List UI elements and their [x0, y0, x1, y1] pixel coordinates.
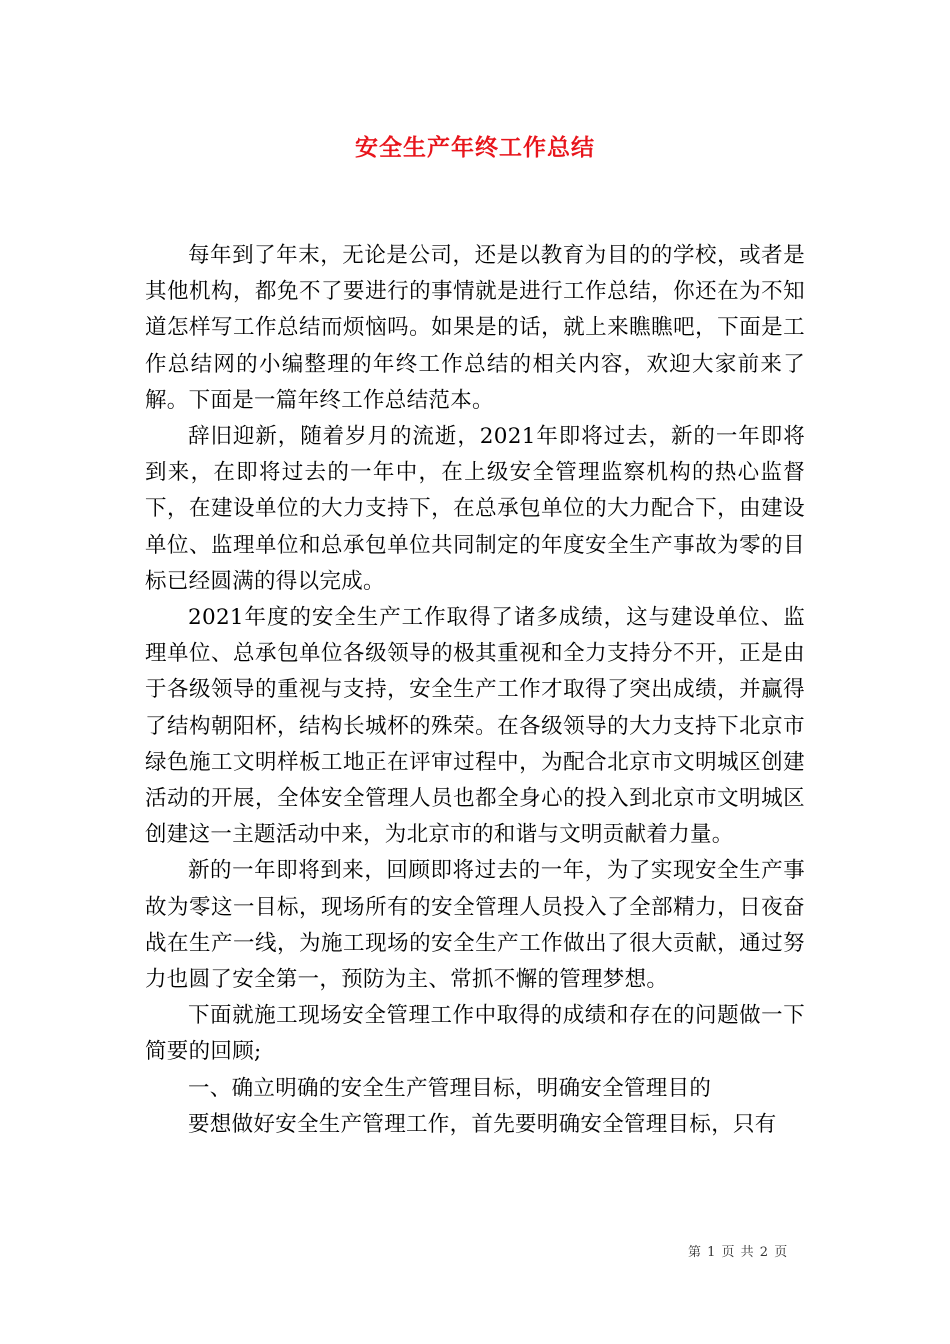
document-title: 安全生产年终工作总结 [355, 135, 595, 161]
paragraph-summary-lead: 下面就施工现场安全管理工作中取得的成绩和存在的问题做一下简要的回顾; [145, 1003, 805, 1065]
paragraph-section-1: 要想做好安全生产管理工作，首先要明确安全管理目标，只有 [188, 1111, 777, 1137]
section-heading-1: 一、确立明确的安全生产管理目标，明确安全管理目的 [188, 1075, 712, 1101]
paragraph-new-year: 辞旧迎新，随着岁月的流逝，2021年即将过去，新的一年即将到来，在即将过去的一年中，在上级安全管理监察机构的热心监督下，在建设单位的大力支持下，在总承包单位的大力配合下，由建设单位、监理单位和总承包单位共同制定的年度安全生产事故为零的目标已经圆满的得以完成。 [145, 424, 805, 594]
paragraph-intro: 每年到了年末，无论是公司，还是以教育为目的的学校，或者是其他机构，都免不了要进行的事情就是进行工作总结，你还在为不知道怎样写工作总结而烦恼吗。如果是的话，就上来瞧瞧吧，下面是工作总结网的小编整理的年终工作总结的相关内容，欢迎大家前来了解。下面是一篇年终工作总结范本。 [145, 243, 805, 413]
paragraph-review: 新的一年即将到来，回顾即将过去的一年，为了实现安全生产事故为零这一目标，现场所有的安全管理人员投入了全部精力，日夜奋战在生产一线，为施工现场的安全生产工作做出了很大贡献，通过努力也圆了安全第一，预防为主、常抓不懈的管理梦想。 [145, 858, 805, 993]
document-body [145, 238, 805, 1143]
page-indicator: 第 1 页 共 2 页 [688, 1245, 789, 1260]
paragraph-achievements: 2021年度的安全生产工作取得了诸多成绩，这与建设单位、监理单位、总承包单位各级领导的极其重视和全力支持分不开，正是由于各级领导的重视与支持，安全生产工作才取得了突出成绩，并赢得了结构朝阳杯，结构长城杯的殊荣。在各级领导的大力支持下北京市绿色施工文明样板工地正在评审过程中，为配合北京市文明城区创建活动的开展，全体安全管理人员也都全身心的投入到北京市文明城区创建这一主题活动中来，为北京市的和谐与文明贡献着力量。 [145, 605, 805, 848]
